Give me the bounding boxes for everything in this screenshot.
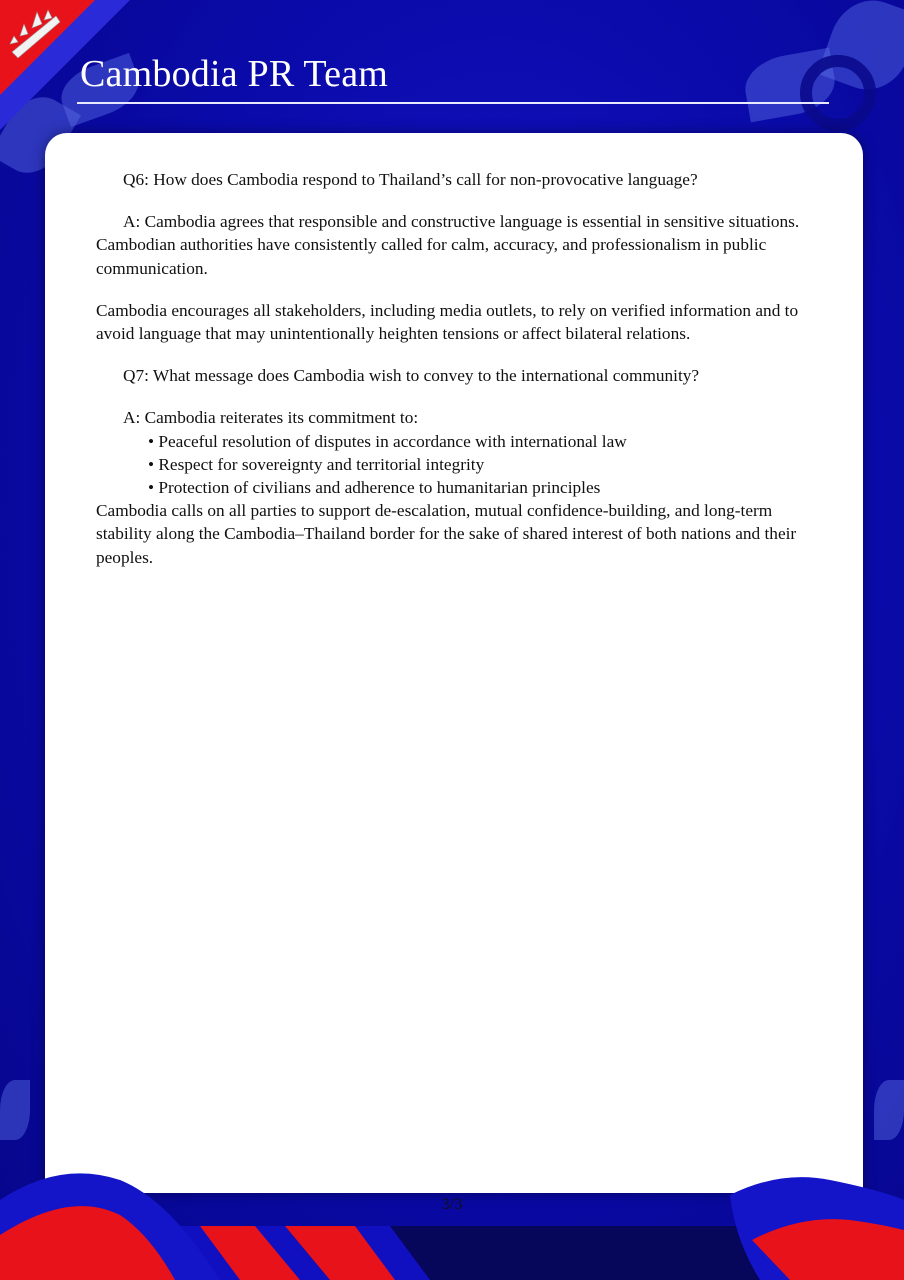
page-title: Cambodia PR Team — [80, 53, 389, 95]
q6-followup: Cambodia encourages all stakeholders, including media outlets, to rely on verified information and to avoid language that may unintentionally heighten tensions or affect bilateral relations. — [96, 300, 799, 344]
angkor-wat-icon — [6, 6, 62, 58]
q7-answer-intro: A: Cambodia reiterates its commitment to: — [123, 408, 419, 428]
q7-question: Q7: What message does Cambodia wish to convey to the international community? — [123, 366, 700, 386]
title-divider — [77, 102, 829, 104]
flag-ribbon-bottom — [0, 1160, 904, 1280]
q7-bullet: • Protection of civilians and adherence to humanitarian principles — [148, 478, 601, 498]
q6-answer: A: Cambodia agrees that responsible and constructive language is essential in sensitive situations. Cambodian authorities have consistently called for calm, accuracy, and professionalism in public communication. — [96, 212, 800, 278]
q6-question: Q6: How does Cambodia respond to Thailand’s call for non-provocative language? — [123, 170, 698, 189]
page-number: 3/3 — [441, 1196, 463, 1213]
q7-bullet: • Peaceful resolution of disputes in accordance with international law — [148, 431, 627, 451]
document-body — [96, 168, 826, 569]
q7-bullet: • Respect for sovereignty and territorial integrity — [148, 454, 485, 474]
q7-closing: Cambodia calls on all parties to support de-escalation, mutual confidence-building, and long-term stability along the Cambodia–Thailand border for the sake of shared interest of both nations and their peoples. — [96, 501, 797, 567]
